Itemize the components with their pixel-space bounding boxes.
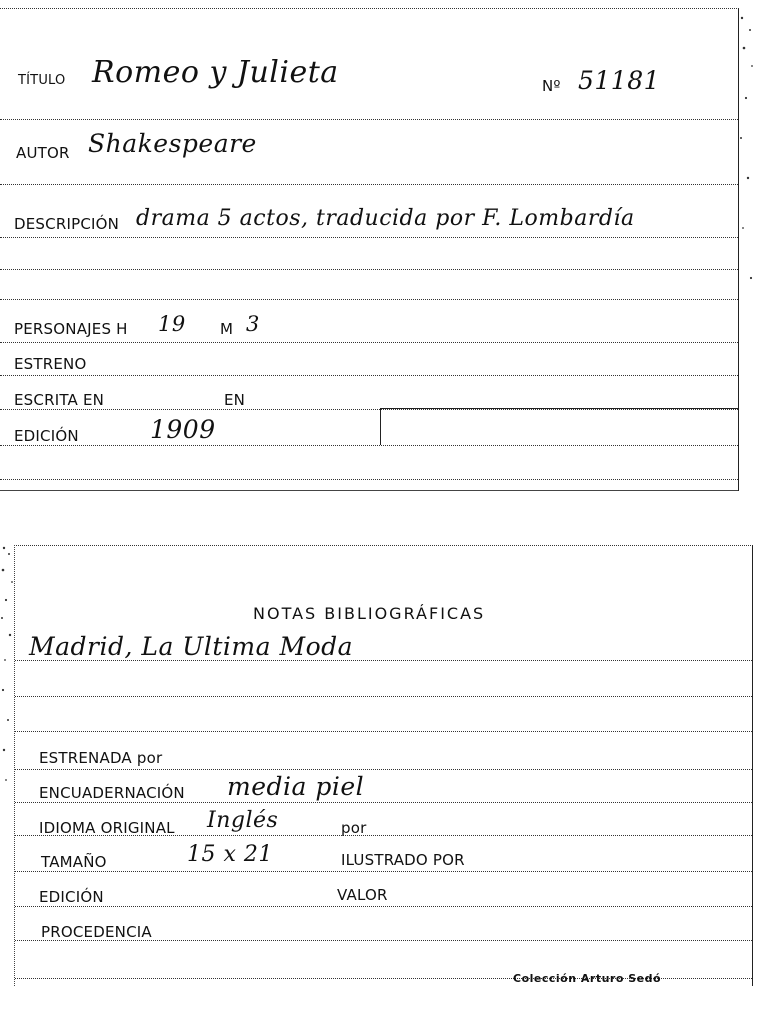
- collection-credit: Colección Arturo Sedó: [513, 972, 662, 985]
- edicion-label: EDICIÓN: [14, 427, 79, 445]
- notas-value: Madrid, La Ultima Moda: [29, 632, 354, 661]
- form-divider: [380, 409, 381, 445]
- rule-line: [0, 119, 738, 120]
- rule-line: [0, 375, 738, 376]
- rule-line: [15, 871, 752, 872]
- rule-line: [0, 445, 738, 446]
- personajes-label: PERSONAJES H: [14, 320, 128, 338]
- rule-line: [15, 802, 752, 803]
- scan-noise-right: [736, 8, 758, 308]
- encuadernacion-value: media piel: [227, 772, 365, 801]
- personajes-m-label: M: [220, 320, 234, 338]
- personajes-h-value: 19: [158, 312, 186, 336]
- ilustrado-label: ILUSTRADO POR: [341, 851, 465, 869]
- rule-line: [0, 184, 738, 185]
- rule-line: [0, 409, 738, 410]
- rule-line: [0, 269, 738, 270]
- idioma-label: IDIOMA ORIGINAL: [39, 819, 175, 837]
- estrenada-label: ESTRENADA por: [39, 749, 163, 767]
- rule-line: [0, 479, 738, 480]
- tamano-label: TAMAÑO: [41, 853, 107, 871]
- rule-line: [0, 299, 738, 300]
- estreno-label: ESTRENO: [14, 355, 87, 373]
- rule-line: [15, 906, 752, 907]
- numero-label: Nº: [542, 77, 561, 95]
- notas-header: NOTAS BIBLIOGRÁFICAS: [253, 604, 486, 623]
- personajes-m-value: 3: [246, 312, 260, 336]
- rule-line: [15, 696, 752, 697]
- idioma-por-label: por: [341, 819, 367, 837]
- rule-line: [0, 237, 738, 238]
- titulo-value: Romeo y Julieta: [92, 55, 339, 90]
- rule-line: [0, 342, 738, 343]
- descripcion-value: drama 5 actos, traducida por F. Lombardía: [136, 206, 635, 231]
- tamano-value: 15 x 21: [187, 842, 273, 867]
- descripcion-label: DESCRIPCIÓN: [14, 215, 120, 233]
- rule-line: [15, 769, 752, 770]
- encuadernacion-label: ENCUADERNACIÓN: [39, 784, 185, 802]
- escrita-en-label: EN: [224, 391, 246, 409]
- autor-label: AUTOR: [16, 144, 70, 162]
- catalog-card-front: [0, 8, 739, 491]
- rule-line: [15, 731, 752, 732]
- edicion-label: EDICIÓN: [39, 888, 104, 906]
- numero-value: 51181: [578, 66, 661, 95]
- form-divider: [380, 408, 738, 409]
- titulo-label: TÍTULO: [18, 73, 66, 88]
- valor-label: VALOR: [337, 886, 388, 904]
- edicion-value: 1909: [150, 415, 216, 444]
- catalog-card-back: [14, 545, 753, 986]
- escrita-label: ESCRITA EN: [14, 391, 105, 409]
- card-edge: [0, 490, 738, 491]
- scan-noise-left: [0, 540, 20, 800]
- autor-value: Shakespeare: [88, 129, 257, 158]
- procedencia-label: PROCEDENCIA: [41, 923, 152, 941]
- idioma-value: Inglés: [207, 808, 279, 833]
